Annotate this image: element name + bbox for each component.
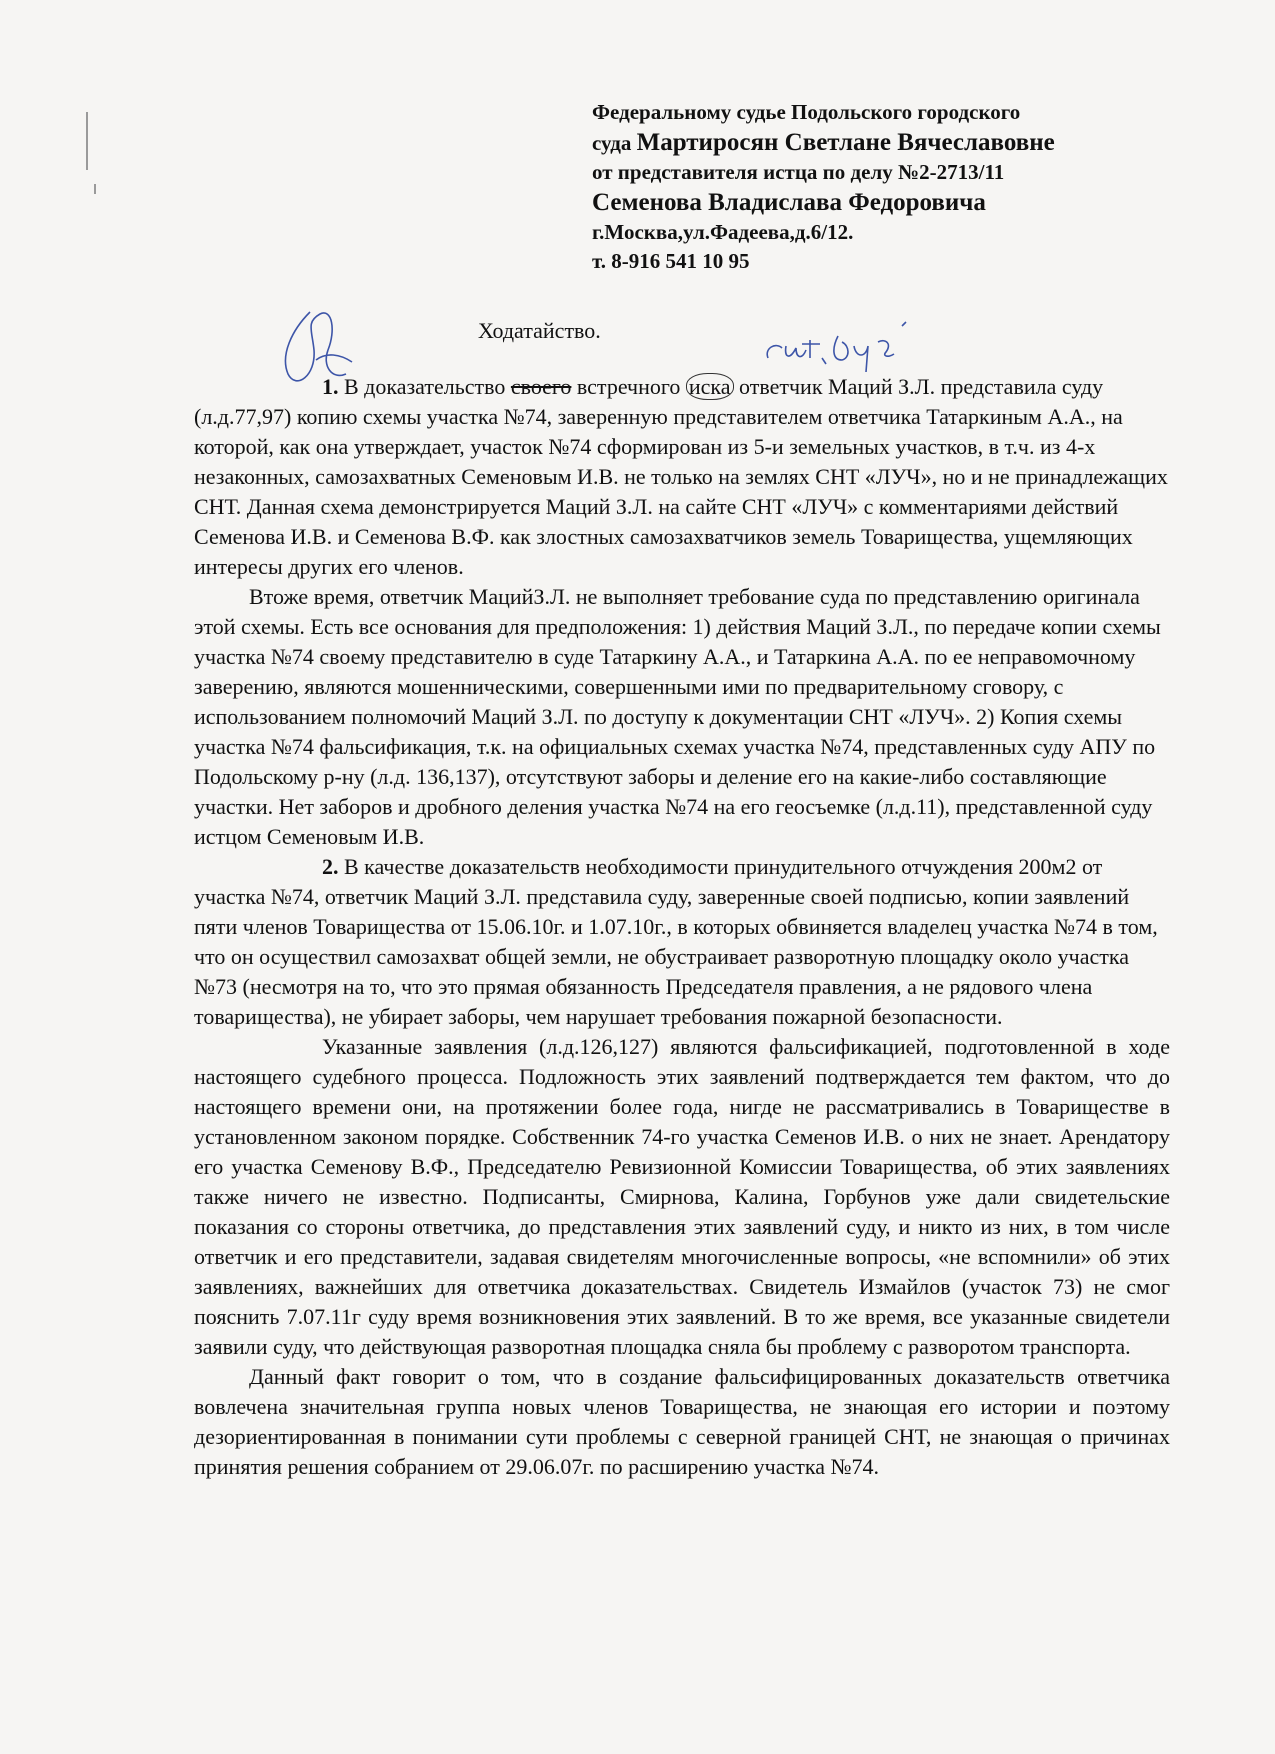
addressee-line-2 [592, 127, 1192, 158]
scan-artifact [94, 184, 96, 194]
sender-name: Семенова Владислава Федоровича [592, 189, 986, 216]
handwritten-note [762, 318, 932, 378]
circled-word: иска [686, 373, 734, 400]
sender-role: от представителя истца по делу №2-2713/11 [592, 160, 1005, 184]
addressee-court: суда [592, 131, 637, 155]
paragraph-text: В качестве доказательств необходимости принудительного отчуждения 200м2 от участка №74, ответчик Маций З.Л. представила суду, заверенные своей подписью, копии заявлений пяти членов Товарищества от 15.06.10г. и 1.07.10г., в которых обвиняется владелец участка №74 в том, что он осуществил самозахват общей земли, не обустраивает разворотную площадку около участка №73 (несмотря на то, что это прямая обязанность Председателя правления, а не рядового члена товарищества), не убирает заборы, чем нарушает требования пожарной безопасности. [194, 854, 1158, 1029]
addressee-line-1: Федеральному судье Подольского городского [592, 100, 1021, 124]
document-title: Ходатайство. [478, 318, 601, 343]
sender-phone: т. 8-916 541 10 95 [592, 249, 750, 273]
paragraph-text: ответчик Маций З.Л. представила суду (л.д.77,97) копию схемы участка №74, заверенную представителем ответчика Татаркиным А.А., на которой, как она утверждает, участок №74 сформирован из 5-и земельных участков, в т.ч. из 4-х незаконных, самозахватных Семеновым И.В. не только на землях СНТ «ЛУЧ», но и не принадлежащих СНТ. Данная схема демонстрируется Маций З.Л. на сайте СНТ «ЛУЧ» с комментариями действий Семенова И.В. и Семенова В.Ф. как злостных самозахватчиков земель Товарищества, ущемляющих интересы других его членов. [194, 374, 1168, 579]
paragraph-3 [194, 852, 1170, 1032]
addressee-block [592, 98, 1192, 276]
struck-word: своего [510, 374, 572, 399]
judge-name: Мартиросян Светлане Вячеславовне [636, 129, 1055, 156]
paragraph-text: встречного [571, 374, 686, 399]
paragraph-5: Данный факт говорит о том, что в создание фальсифицированных доказательств ответчика вовлечена значительная группа новых членов Товарищества, не знающая его истории и поэтому дезориентированная в понимании сути проблемы с северной границей СНТ, не знающая о причинах принятия решения собранием от 29.06.07г. по расширению участка №74. [194, 1364, 1170, 1479]
scan-artifact [86, 112, 88, 170]
document-body [194, 372, 1170, 1482]
item-number: 2. [322, 854, 339, 879]
item-number: 1. [322, 374, 339, 399]
paragraph-text: В доказательство [338, 374, 511, 399]
paragraph-1 [194, 372, 1170, 582]
sender-address: г.Москва,ул.Фадеева,д.6/12. [592, 220, 854, 244]
paragraph-4: Указанные заявления (л.д.126,127) являются фальсификацией, подготовленной в ходе настоящего судебного процесса. Подложность этих заявлений подтверждается тем фактом, что до настоящего времени они, на протяжении более года, нигде не рассматривались в Товариществе в установленном законом порядке. Собственник 74-го участка Семенов И.В. о них не знает. Арендатору его участка Семенову В.Ф., Председателю Ревизионной Комиссии Товарищества, об этих заявлениях также ничего не известно. Подписанты, Смирнова, Калина, Горбунов уже дали свидетельские показания со стороны ответчика, до представления этих заявлений суду, и никто из них, в том числе ответчик и его представители, задавая свидетелям многочисленные вопросы, «не вспомнили» об этих заявлениях, важнейших для ответчика доказательствах. Свидетель Измайлов (участок 73) не смог пояснить 7.07.11г суду время возникновения этих заявлений. В то же время, все указанные свидетели заявили суду, что действующая разворотная площадка сняла бы проблему с разворотом транспорта. [194, 1034, 1170, 1359]
paragraph-2: Втоже время, ответчик МацийЗ.Л. не выполняет требование суда по представлению оригинала этой схемы. Есть все основания для предположения: 1) действия Маций З.Л., по передаче копии схемы участка №74 своему представителю в суде Татаркину А.А., и Татаркина А.А. по ее неправомочному заверению, являются мошенническими, совершенными ими по предварительному сговору, с использованием полномочий Маций З.Л. по доступу к документации СНТ «ЛУЧ». 2) Копия схемы участка №74 фальсификация, т.к. на официальных схемах участка №74, представленных суду АПУ по Подольскому р-ну (л.д. 136,137), отсутствуют заборы и деление его на какие-либо составляющие участки. Нет заборов и дробного деления участка №74 на его геосъемке (л.д.11), представленной суду истцом Семеновым И.В. [194, 584, 1161, 849]
